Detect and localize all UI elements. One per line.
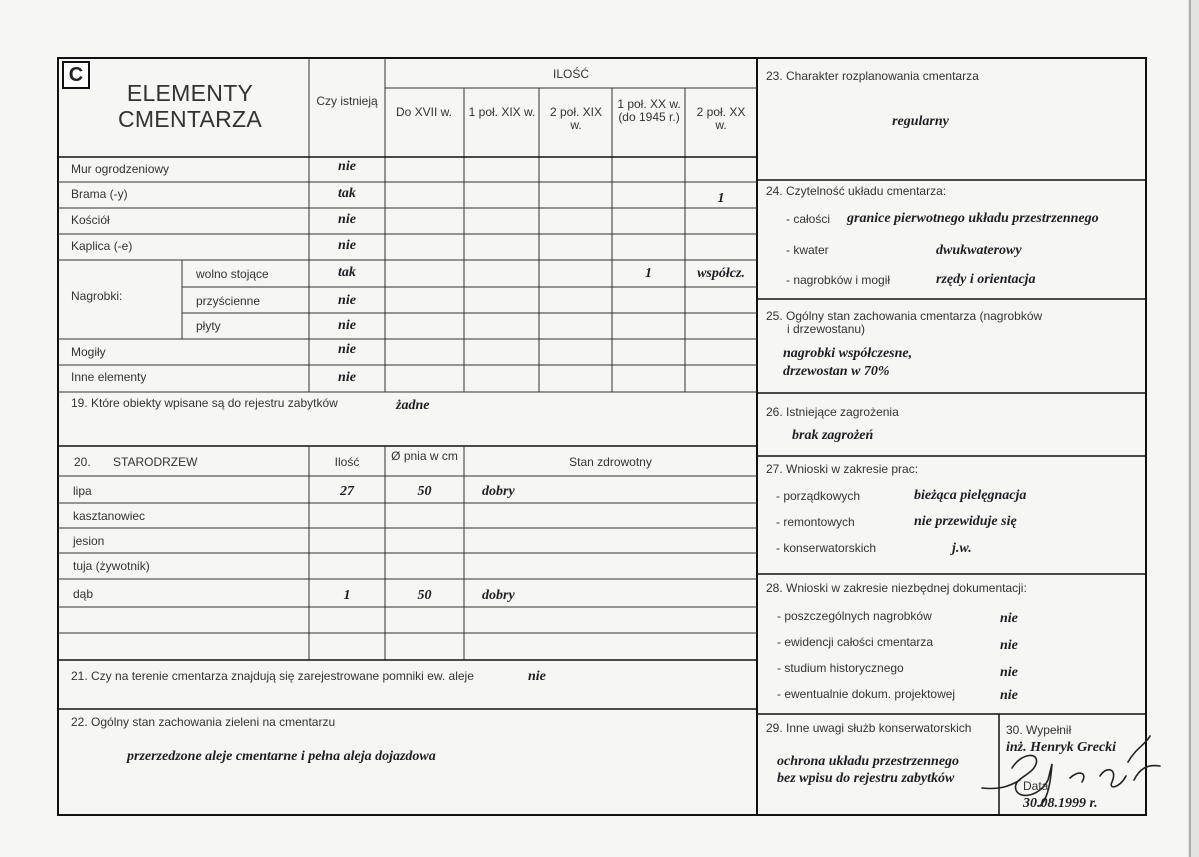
tree-health-oak: dobry: [482, 588, 515, 603]
element-exists-chapel: nie: [338, 238, 356, 253]
q25-label-line2: i drzewostanu): [787, 322, 866, 336]
q27-cleanup-value: bieżąca pielęgnacja: [914, 488, 1027, 503]
q27-label: 27. Wnioski w zakresie prac:: [766, 462, 919, 476]
exists-column-header: Czy istnieją: [316, 94, 378, 108]
q23-label: 23. Charakter rozplanowania cmentarza: [766, 69, 979, 83]
q27-cleanup-label: - porządkowych: [776, 489, 861, 503]
tree-count-oak: 1: [343, 588, 351, 603]
q20-diameter-header: Ø pnia w cm: [391, 449, 458, 463]
tombstones-freestanding-label: wolno stojące: [196, 267, 269, 281]
element-exists-church: nie: [338, 212, 356, 227]
tombstones-freestanding-count-p4: 1: [645, 266, 652, 281]
q24-label: 24. Czytelność układu cmentarza:: [766, 184, 947, 198]
element-label-wall: Mur ogrodzeniowy: [71, 162, 170, 176]
tombstones-wall-label: przyścienne: [196, 294, 261, 308]
q29-label: 29. Inne uwagi służb konserwatorskich: [766, 721, 972, 735]
element-label-gate: Brama (-y): [71, 187, 128, 201]
tree-health-linden: dobry: [482, 484, 515, 499]
q20-count-header: Ilość: [334, 455, 360, 469]
q28-row3-value: nie: [1000, 665, 1018, 680]
quantity-column-header: ILOŚĆ: [552, 67, 589, 81]
q19-value: żadne: [396, 398, 430, 413]
q20-title: STARODRZEW: [113, 455, 198, 469]
tree-name-thuja: tuja (żywotnik): [73, 559, 150, 573]
q25-label-line1: 25. Ogólny stan zachowania cmentarza (nagrobków: [766, 309, 1043, 323]
period-header-1: Do XVII w.: [395, 105, 453, 119]
period-header-5: 2 poł. XX w.: [696, 105, 746, 132]
period-header-3: 2 poł. XIX w.: [549, 105, 603, 132]
q19-label: 19. Które obiekty wpisane są do rejestru zabytków: [71, 396, 338, 410]
q23-value: regularny: [892, 114, 949, 129]
element-label-graves: Mogiły: [71, 345, 106, 359]
q27-conservation-label: - konserwatorskich: [776, 541, 877, 555]
q27-repair-value: nie przewiduje się: [914, 514, 1017, 529]
q28-row2-value: nie: [1000, 638, 1018, 653]
q21-label: 21. Czy na terenie cmentarza znajdują się zarejestrowane pomniki ew. aleje: [71, 669, 474, 683]
q20-number: 20.: [74, 455, 91, 469]
q30-name: inż. Henryk Grecki: [1006, 740, 1117, 755]
q20-health-header: Stan zdrowotny: [569, 455, 652, 469]
q22-value: przerzedzone aleje cmentarne i pełna aleja dojazdowa: [127, 749, 436, 764]
q30-date-label: Data: [1023, 779, 1049, 793]
section-letter-box: C: [62, 61, 90, 89]
q26-value: brak zagrożeń: [792, 428, 874, 443]
tree-diameter-linden: 50: [417, 484, 432, 499]
q28-row2-label: - ewidencji całości cmentarza: [777, 635, 934, 649]
tombstones-label: Nagrobki:: [71, 289, 123, 303]
period-header-4: 1 poł. XX w. (do 1945 r.): [617, 97, 681, 124]
q24-whole-value: granice pierwotnego układu przestrzennego: [847, 211, 1099, 226]
tree-count-linden: 27: [340, 484, 354, 499]
element-label-church: Kościół: [71, 213, 110, 227]
q26-label: 26. Istniejące zagrożenia: [766, 405, 899, 419]
q28-row4-label: - ewentualnie dokum. projektowej: [777, 687, 956, 701]
q28-row1-label: - poszczególnych nagrobków: [777, 609, 932, 623]
tombstones-slabs-label: płyty: [196, 319, 221, 333]
q29-value-line1: ochrona układu przestrzennego: [777, 754, 960, 769]
tombstones-freestanding-count-p5: współcz.: [697, 266, 745, 281]
tombstones-freestanding-exists: tak: [338, 265, 356, 280]
element-label-other: Inne elementy: [71, 370, 147, 384]
q24-quarters-value: dwukwaterowy: [936, 243, 1022, 258]
q24-tombs-value: rzędy i orientacja: [936, 272, 1036, 287]
q24-quarters-label: - kwater: [786, 243, 829, 257]
q30-label: 30. Wypełnił: [1006, 723, 1072, 737]
element-count-gate-p5: 1: [717, 191, 725, 206]
tombstones-slabs-exists: nie: [338, 318, 356, 333]
q28-row3-label: - studium historycznego: [777, 661, 904, 675]
q28-row1-value: nie: [1000, 611, 1018, 626]
tree-name-linden: lipa: [73, 484, 92, 498]
q22-label: 22. Ogólny stan zachowania zieleni na cmentarzu: [71, 715, 336, 729]
section-title-line1: ELEMENTY: [126, 80, 254, 106]
q21-value: nie: [528, 669, 546, 684]
q24-whole-label: - całości: [786, 212, 831, 226]
tombstones-wall-exists: nie: [338, 293, 356, 308]
element-exists-other: nie: [338, 370, 356, 385]
q29-value-line2: bez wpisu do rejestru zabytków: [777, 771, 955, 786]
tree-diameter-oak: 50: [417, 588, 432, 603]
q25-value-line1: nagrobki współczesne,: [783, 346, 913, 361]
element-exists-graves: nie: [338, 342, 356, 357]
element-exists-gate: tak: [338, 186, 356, 201]
tree-name-chestnut: kasztanowiec: [73, 509, 146, 523]
tree-name-oak: dąb: [73, 587, 94, 601]
element-label-chapel: Kaplica (-e): [71, 239, 133, 253]
q25-value-line2: drzewostan w 70%: [783, 364, 890, 379]
q28-row4-value: nie: [1000, 688, 1018, 703]
q27-repair-label: - remontowych: [776, 515, 855, 529]
q28-label: 28. Wnioski w zakresie niezbędnej dokumentacji:: [766, 581, 1027, 595]
period-header-2: 1 poł. XIX w.: [468, 105, 536, 119]
q27-conservation-value: j.w.: [952, 541, 972, 556]
q24-tombs-label: - nagrobków i mogił: [786, 273, 891, 287]
element-exists-wall: nie: [338, 159, 356, 174]
tree-name-ash: jesion: [73, 534, 105, 548]
section-title-line2: CMENTARZA: [117, 106, 263, 132]
q30-date: 30.08.1999 r.: [1023, 796, 1098, 811]
